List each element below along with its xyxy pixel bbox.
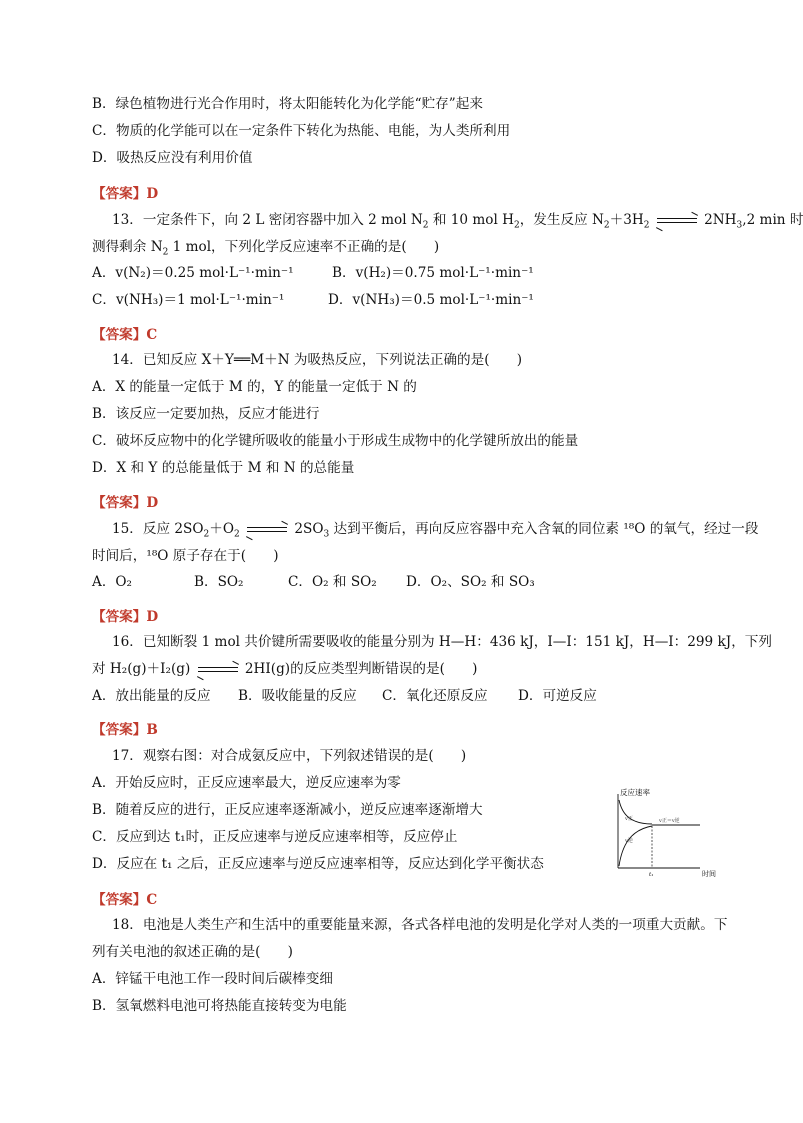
q13-stem-line2: 测得剩余 $N_2$ 1 mol，下列化学反应速率不正确的是( )	[92, 239, 440, 258]
q14-option-d: D．X 和 Y 的总能量低于 M 和 N 的总能量	[92, 460, 355, 476]
q16-stem-line2: 对 H₂(g)＋I₂(g) 2HI(g)的反应类型判断错误的是( )	[92, 659, 477, 679]
q14-option-a: A．X 的能量一定低于 M 的，Y 的能量一定低于 N 的	[92, 379, 417, 395]
q12-option-b: B．绿色植物进行光合作用时，将太阳能转化为化学能“贮存”起来	[92, 96, 483, 112]
t1-label: t₁	[649, 872, 654, 878]
q17-option-a: A．开始反应时，正反应速率最大，逆反应速率为零	[92, 775, 401, 791]
forward-rate-curve	[619, 800, 652, 824]
q17-option-d: D．反应在 t₁ 之后，正反应速率与逆反应速率相等，反应达到化学平衡状态	[92, 856, 544, 872]
answer-13: 【答案】C	[92, 327, 158, 343]
q18-stem-line1: 18．电池是人类生产和生活中的重要能量来源，各式各样电池的发明是化学对人类的一项重大贡献。下	[112, 917, 728, 933]
q15-option-b: B．SO₂	[194, 574, 244, 590]
x-axis-label: 时间	[702, 870, 716, 878]
equal-rate-label: v正＝v逆	[659, 818, 680, 824]
q16-option-b: B．吸收能量的反应	[238, 688, 357, 704]
q17-stem: 17．观察右图：对合成氨反应中，下列叙述错误的是( )	[112, 748, 467, 764]
reversible-arrow-icon	[247, 525, 287, 535]
q13-options-row2	[92, 290, 534, 310]
q14-stem: 14．已知反应 X＋Y══M＋N 为吸热反应，下列说法正确的是( )	[112, 352, 523, 368]
q13-option-a: A．v(N₂)＝0.25 mol·L⁻¹·min⁻¹	[92, 265, 294, 281]
reversible-arrow-icon	[657, 216, 697, 226]
q13-options-row1	[92, 263, 534, 283]
answer-14: 【答案】D	[92, 495, 159, 511]
answer-15: 【答案】D	[92, 609, 159, 625]
reverse-rate-curve	[619, 826, 652, 866]
q15-option-c: C．O₂ 和 SO₂	[288, 574, 377, 590]
q18-option-b: B．氢氧燃料电池可将热能直接转变为电能	[92, 998, 347, 1014]
q16-options-row	[92, 686, 597, 706]
forward-rate-label: v正	[625, 816, 633, 822]
q13-option-d: D．v(NH₃)＝0.5 mol·L⁻¹·min⁻¹	[328, 292, 534, 308]
q14-option-b: B．该反应一定要加热，反应才能进行	[92, 406, 320, 422]
q14-option-c: C．破坏反应物中的化学键所吸收的能量小于形成生成物中的化学键所放出的能量	[92, 433, 579, 449]
q12-option-d: D．吸热反应没有利用价值	[92, 150, 253, 166]
q16-option-d: D．可逆反应	[518, 688, 597, 704]
reversible-arrow-icon	[198, 665, 238, 675]
q17-option-b: B．随着反应的进行，正反应速率逐渐减小，逆反应速率逐渐增大	[92, 802, 483, 818]
answer-12: 【答案】D	[92, 186, 159, 202]
q13-stem-line1: 13．一定条件下，向 2 L 密闭容器中加入 2 mol $N_2$ 和 10 mol $H_2$，发生反应 $N_2+3H_2$ $2NH_3,2$ min 时	[112, 212, 803, 231]
q16-stem-line1: 16．已知断裂 1 mol 共价键所需要吸收的能量分别为 H—H：436 kJ，I—I：151 kJ，H—I：299 kJ，下列	[112, 634, 772, 650]
q13-option-c: C．v(NH₃)＝1 mol·L⁻¹·min⁻¹	[92, 292, 285, 308]
q15-option-d: D．O₂、SO₂ 和 SO₃	[406, 574, 535, 590]
y-axis-label: 反应速率	[620, 788, 650, 797]
q15-options-row	[92, 572, 535, 592]
q12-option-c: C．物质的化学能可以在一定条件下转化为热能、电能，为人类所利用	[92, 123, 511, 139]
q15-stem-line2: 时间后，¹⁸O 原子存在于( )	[92, 548, 279, 564]
q15-stem-line1: 15．反应 $2SO_2+O_2$ $2SO_3$ 达到平衡后，再向反应容器中充入含氧的同位素 ¹⁸O 的氧气，经过一段	[112, 521, 759, 540]
answer-17: 【答案】C	[92, 892, 158, 908]
q15-option-a: A．O₂	[92, 574, 133, 590]
q16-option-a: A．放出能量的反应	[92, 688, 211, 704]
q13-option-b: B．v(H₂)＝0.75 mol·L⁻¹·min⁻¹	[332, 265, 534, 281]
q18-stem-line2: 列有关电池的叙述正确的是( )	[92, 944, 293, 960]
rate-time-figure	[608, 786, 720, 878]
reverse-rate-label: v逆	[625, 838, 633, 844]
q18-option-a: A．锌锰干电池工作一段时间后碳棒变细	[92, 971, 333, 987]
q17-option-c: C．反应到达 t₁时，正反应速率与逆反应速率相等，反应停止	[92, 829, 458, 845]
answer-16: 【答案】B	[92, 722, 158, 738]
q16-option-c: C．氧化还原反应	[382, 688, 488, 704]
